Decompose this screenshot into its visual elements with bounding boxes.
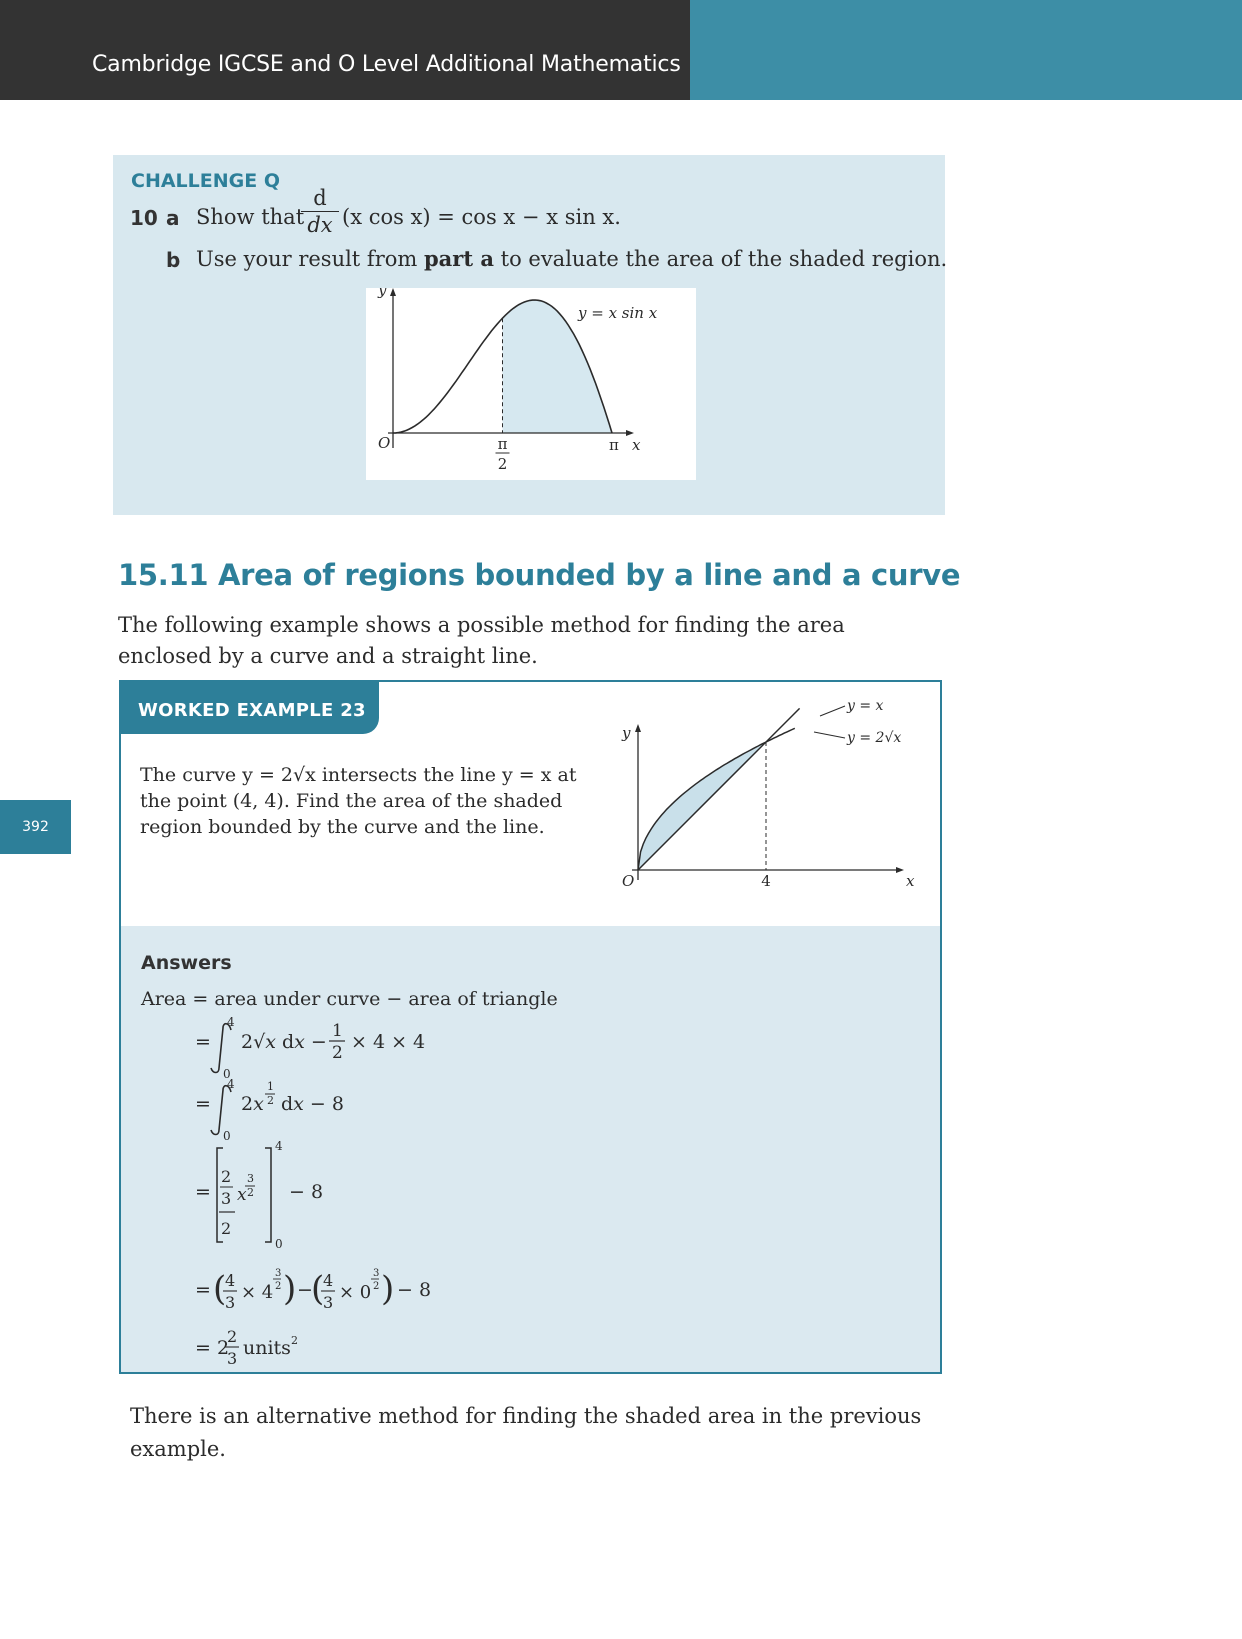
svg-text:− 8: − 8 bbox=[397, 1279, 432, 1301]
svg-text:4: 4 bbox=[323, 1271, 334, 1290]
tick-half-pi-numerator: π bbox=[497, 435, 508, 453]
svg-text:2: 2 bbox=[267, 1094, 274, 1107]
svg-text:4: 4 bbox=[227, 1015, 235, 1029]
challenge-label: CHALLENGE Q bbox=[131, 170, 280, 192]
section-title: 15.11 Area of regions bounded by a line and a curve bbox=[118, 558, 961, 592]
part-b-letter: b bbox=[166, 248, 181, 272]
svg-text:− 8: − 8 bbox=[289, 1181, 324, 1203]
svg-text:2: 2 bbox=[275, 1281, 282, 1292]
svg-text:1: 1 bbox=[267, 1080, 274, 1093]
worked-example-question: The curve y = 2√x intersects the line y = x at the point (4, 4). Find the area of the shaded region bounded by the curve and the line. bbox=[140, 764, 577, 838]
svg-text:): ) bbox=[283, 1269, 297, 1309]
line-y-equals-x bbox=[638, 708, 800, 870]
svg-text:units: units bbox=[243, 1337, 291, 1359]
header-bar bbox=[0, 0, 690, 100]
svg-text:x: x bbox=[237, 1185, 247, 1205]
curve-2sqrtx bbox=[638, 728, 795, 870]
part-b-text: Use your result from part a to evaluate the area of the shaded region. bbox=[196, 246, 948, 271]
svg-text:(: ( bbox=[311, 1269, 325, 1309]
line-label-leader bbox=[820, 706, 845, 716]
xsinx-graph bbox=[366, 288, 696, 480]
closing-paragraph: There is an alternative method for finding the shaded area in the previous example. bbox=[130, 1404, 922, 1461]
y-axis-arrow bbox=[635, 724, 641, 732]
tick-pi: π bbox=[609, 436, 619, 454]
curve-label: y = 2√x bbox=[847, 730, 902, 746]
origin-label: O bbox=[378, 434, 391, 452]
working-line-4 bbox=[195, 1139, 323, 1251]
answers-label: Answers bbox=[141, 952, 232, 974]
svg-text:0: 0 bbox=[223, 1067, 231, 1081]
y-axis-arrow bbox=[390, 288, 396, 296]
svg-text:dx − 8: dx − 8 bbox=[281, 1093, 344, 1115]
svg-text:0: 0 bbox=[223, 1129, 231, 1143]
section-intro: The following example shows a possible method for finding the area enclosed by a curve and a straight line. bbox=[118, 613, 845, 668]
svg-text:2: 2 bbox=[373, 1281, 380, 1292]
working-line-3 bbox=[195, 1077, 344, 1143]
svg-text:4: 4 bbox=[275, 1139, 283, 1153]
svg-text:2: 2 bbox=[221, 1219, 232, 1238]
question-number: 10 bbox=[130, 206, 158, 230]
svg-text:4: 4 bbox=[225, 1271, 236, 1290]
y-label: y bbox=[378, 288, 387, 299]
svg-text:2: 2 bbox=[221, 1167, 232, 1186]
tick-4: 4 bbox=[761, 872, 771, 890]
svg-text:3: 3 bbox=[247, 1172, 254, 1185]
svg-text:=: = bbox=[195, 1093, 211, 1115]
svg-text:2: 2 bbox=[332, 1043, 343, 1063]
svg-text:2x: 2x bbox=[241, 1093, 264, 1115]
y-label: y bbox=[622, 724, 631, 742]
svg-text:2: 2 bbox=[247, 1186, 254, 1199]
svg-text:× 4: × 4 bbox=[241, 1282, 274, 1303]
svg-text:3: 3 bbox=[373, 1268, 380, 1279]
svg-text:1: 1 bbox=[332, 1021, 343, 1041]
svg-text:2: 2 bbox=[291, 1334, 298, 1347]
svg-text:=: = bbox=[195, 1181, 211, 1203]
part-a-expression: (x cos x) = cos x − x sin x. bbox=[342, 205, 621, 229]
svg-text:=: = bbox=[195, 1031, 211, 1053]
curve-label-leader bbox=[814, 732, 845, 738]
fraction-denominator: dx bbox=[307, 213, 333, 237]
working-line-2 bbox=[195, 1015, 425, 1081]
svg-text:2: 2 bbox=[227, 1327, 238, 1346]
svg-text:=: = bbox=[195, 1279, 211, 1301]
svg-text:0: 0 bbox=[275, 1237, 283, 1251]
svg-text:3: 3 bbox=[275, 1268, 282, 1279]
svg-text:(: ( bbox=[213, 1269, 227, 1309]
worked-example-title: WORKED EXAMPLE 23 bbox=[138, 700, 366, 721]
svg-text:3: 3 bbox=[227, 1349, 238, 1368]
derivative-fraction bbox=[301, 186, 339, 237]
origin-label: O bbox=[622, 872, 635, 890]
svg-text:3: 3 bbox=[221, 1189, 232, 1208]
svg-text:): ) bbox=[381, 1269, 395, 1309]
svg-text:× 0: × 0 bbox=[339, 1282, 372, 1303]
part-a-letter: a bbox=[166, 206, 180, 230]
svg-text:= 2: = 2 bbox=[195, 1337, 230, 1359]
x-axis-arrow bbox=[896, 867, 904, 873]
svg-text:−: − bbox=[297, 1279, 313, 1301]
x-label: x bbox=[632, 436, 641, 454]
working-line-6 bbox=[195, 1327, 298, 1368]
svg-text:3: 3 bbox=[323, 1293, 334, 1312]
page-number: 392 bbox=[0, 800, 71, 854]
x-label: x bbox=[906, 872, 915, 890]
tick-half-pi-denominator: 2 bbox=[497, 455, 508, 473]
line-curve-graph bbox=[600, 692, 930, 924]
curve-label: y = x sin x bbox=[578, 304, 658, 322]
answer-working bbox=[185, 1010, 585, 1370]
svg-text:2√x dx −: 2√x dx − bbox=[241, 1031, 327, 1053]
line-label: y = x bbox=[847, 698, 884, 714]
fraction-numerator: d bbox=[313, 186, 327, 210]
answer-line-1: Area = area under curve − area of triangle bbox=[141, 988, 558, 1010]
working-line-5 bbox=[195, 1268, 431, 1312]
part-a-text: Show that bbox=[196, 205, 305, 229]
svg-text:4: 4 bbox=[227, 1077, 235, 1091]
svg-text:3: 3 bbox=[225, 1293, 236, 1312]
svg-text:× 4 × 4: × 4 × 4 bbox=[351, 1031, 426, 1053]
header-accent bbox=[690, 0, 1242, 100]
book-title: Cambridge IGCSE and O Level Additional Mathematics bbox=[92, 52, 681, 77]
